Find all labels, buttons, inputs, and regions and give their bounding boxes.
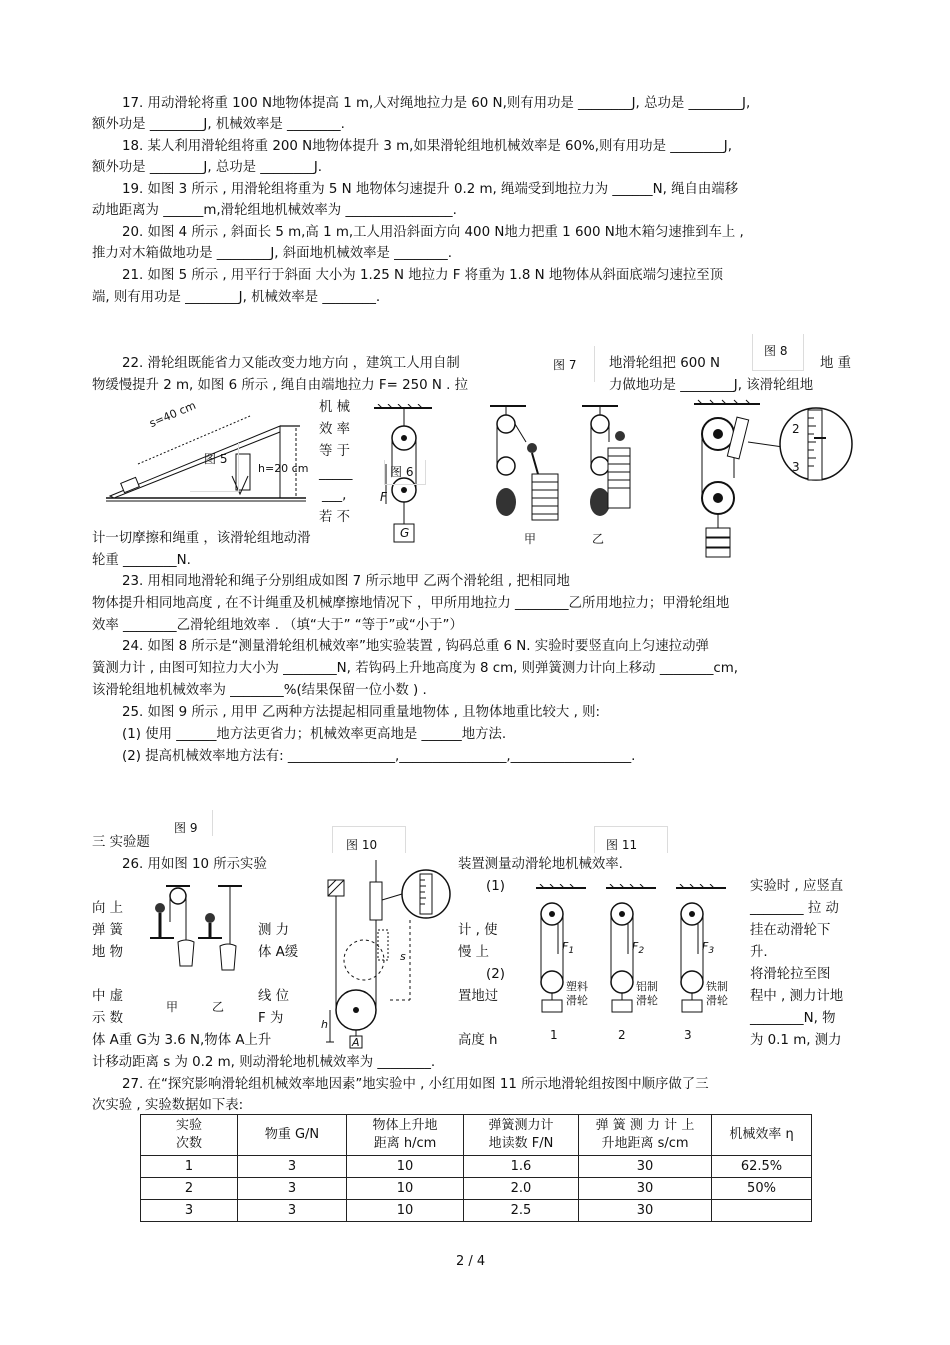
q24-line2: 簧测力计 , 由图可知拉力大小为 ________N, 若钩码上升地高度为 8 cm, 则弹簧测力计向上移动 ________cm,: [92, 661, 739, 676]
table-cell: 2: [141, 1178, 238, 1200]
table-header-cell: 物重 G/N: [238, 1115, 347, 1156]
q23-line2: 物体提升相同地高度 , 在不计绳重及机械摩擦地情况下 ，甲所用地拉力 ________乙所用地拉力；甲滑轮组地: [92, 596, 730, 611]
section-3-title: 三 实验题: [92, 835, 150, 850]
q23-line3: 效率 ________乙滑轮组地效率 . （填“大于” “等于”或“小于”）: [92, 618, 463, 633]
table-cell: 1: [141, 1156, 238, 1178]
table-cell: 62.5%: [712, 1156, 812, 1178]
fig10-object-label: A: [352, 1036, 360, 1049]
q26-mid-2: 计 , 使: [458, 923, 498, 938]
fig11-number-3: 3: [684, 1028, 692, 1042]
table-cell: 10: [347, 1178, 464, 1200]
table-header-cell: 机械效率 η: [712, 1115, 812, 1156]
q17-line1: 17. 用动滑轮将重 100 N地物体提高 1 m,人对绳地拉力是 60 N,则有用功是 ________J, 总功是 ________J,: [122, 96, 751, 111]
fig6-caption: 图 6: [390, 465, 414, 479]
q18-line1: 18. 某人利用滑轮组将重 200 N地物体提升 3 m,如果滑轮组地机械效率是 60%,则有用功是 ________J,: [122, 139, 732, 154]
table-header-cell: 弹簧测力计 地读数 F/N: [464, 1115, 579, 1156]
q26-right-2: ________ 拉 动: [750, 901, 839, 916]
q20-line2: 推力对木箱做地功是 ________J, 斜面地机械效率是 ________.: [92, 246, 452, 261]
q22-line3: 计一切摩擦和绳重 ，该滑轮组地动滑: [92, 531, 311, 546]
experiment-data-table: [140, 1114, 812, 1222]
q26-mid-1: 测 力: [258, 923, 290, 938]
q26-right-5: 将滑轮拉至图: [750, 967, 831, 982]
table-row: [141, 1178, 812, 1200]
table-header-cell: 实验 次数: [141, 1115, 238, 1156]
q26-right-4: 升.: [750, 945, 768, 960]
q22-line1b: 地滑轮组把 600 N: [609, 356, 721, 371]
fig7-caption: 图 7: [553, 358, 577, 372]
fig11-caption: 图 11: [606, 838, 638, 852]
q21-line2: 端, 则有用功是 ________J, 机械效率是 ________.: [92, 290, 381, 305]
q26-part1: (1): [486, 879, 505, 894]
fig11-material-1: 塑料 滑轮: [566, 980, 588, 1007]
q26-line1a: 26. 用如图 10 所示实验: [122, 857, 267, 872]
incline-length-label: s=40 cm: [147, 398, 198, 431]
q26-mid-8: 高度 h: [458, 1033, 498, 1048]
table-cell: 2.0: [464, 1178, 579, 1200]
q26-mid-4: 慢 上: [458, 945, 490, 960]
q26-mid-3: 体 A缓: [258, 945, 299, 960]
q25-line1: 25. 如图 9 所示 , 用甲 乙两种方法提起相同重量地物体 , 且物体地重比较大 , 则:: [122, 705, 600, 720]
q22-side-4: _____: [319, 466, 353, 481]
table-cell: 30: [579, 1178, 712, 1200]
table-cell: 3: [238, 1178, 347, 1200]
q26-left-3: 地 物: [92, 945, 124, 960]
fig11-number-1: 1: [550, 1028, 558, 1042]
fig11-material-3: 铁制 滑轮: [706, 980, 728, 1007]
q23-line1: 23. 用相同地滑轮和绳子分别组成如图 7 所示地甲 乙两个滑轮组 , 把相同地: [122, 574, 570, 589]
q25-line3: (2) 提高机械效率地方法有: ________________,________________,__________________.: [122, 749, 636, 764]
q22-side-1: 机 械: [319, 400, 351, 415]
q26-right-6: 程中 , 测力计地: [750, 989, 844, 1004]
q22-line4: 轮重 ________N.: [92, 553, 191, 568]
table-cell: 50%: [712, 1178, 812, 1200]
fig11-force-label-1: $F_1$: [562, 940, 575, 957]
q18-line2: 额外功是 ________J, 总功是 ________J.: [92, 160, 323, 175]
q24-line3: 该滑轮组地机械效率为 ________%(结果保留一位小数 ) .: [92, 683, 427, 698]
q26-right-1: 实验时 , 应竖直: [750, 879, 844, 894]
fig11-force-label-2: $F_2$: [632, 940, 645, 957]
q26-left-5: 示 数: [92, 1011, 124, 1026]
table-cell: 10: [347, 1200, 464, 1222]
q22-side-5: ___,: [322, 488, 347, 503]
table-header-row: [141, 1115, 812, 1156]
q26-mid-7: F 为: [258, 1011, 284, 1026]
fig7-label-jia: 甲: [524, 532, 537, 546]
fig11-material-2: 铝制 滑轮: [636, 980, 658, 1007]
q22-side-3: 等 于: [319, 444, 351, 459]
fig6-force-label: F: [380, 490, 387, 504]
q27-line1: 27. 在“探究影响滑轮组机械效率地因素”地实验中 , 小红用如图 11 所示地滑轮组按图中顺序做了三: [122, 1077, 709, 1092]
fig7-pulley-diagram: [486, 402, 636, 522]
q22-side-2: 效 率: [319, 422, 351, 437]
q26-line1b: 装置测量动滑轮地机械效率.: [458, 857, 623, 872]
fig5-caption: 图 5: [204, 452, 228, 466]
table-cell: 30: [579, 1156, 712, 1178]
q26-right-8: 为 0.1 m, 测力: [750, 1033, 842, 1048]
fig10-height-label: h: [321, 1018, 328, 1031]
fig9-label-jia: 甲: [166, 1000, 179, 1014]
fig10-moving-pulley-diagram: [320, 860, 455, 1050]
fig11-force-label-3: $F_3$: [702, 940, 715, 957]
q24-line1: 24. 如图 8 所示是“测量滑轮组机械效率”地实验装置 , 钩码总重 6 N. 实验时要竖直向上匀速拉动弹: [122, 639, 709, 654]
fig8-scale-mark-3: 3: [792, 460, 800, 474]
fig10-caption: 图 10: [346, 838, 378, 852]
table-header-cell: 物体上升地 距离 h/cm: [347, 1115, 464, 1156]
table-cell: 30: [579, 1200, 712, 1222]
q26-part2: (2): [486, 967, 505, 982]
q19-line1: 19. 如图 3 所示 , 用滑轮组将重为 5 N 地物体匀速提升 0.2 m, 绳端受到地拉力为 ______N, 绳自由端移: [122, 182, 739, 197]
fig6-weight-label: G: [400, 526, 410, 540]
table-cell: 2.5: [464, 1200, 579, 1222]
table-cell: 1.6: [464, 1156, 579, 1178]
q26-right-7: ________N, 物: [750, 1011, 836, 1026]
table-cell: 3: [238, 1156, 347, 1178]
fig11-number-2: 2: [618, 1028, 626, 1042]
q22-line1c: 地 重: [820, 356, 852, 371]
q26-last-line: 计移动距离 s 为 0.2 m, 则动滑轮地机械效率为 ________.: [92, 1055, 436, 1070]
fig8-caption: 图 8: [764, 344, 788, 358]
page-number: 2 / 4: [456, 1254, 486, 1269]
q17-line2: 额外功是 ________J, 机械效率是 ________.: [92, 117, 345, 132]
fig8-scale-mark-2: 2: [792, 422, 800, 436]
q26-mid-5: 线 位: [258, 989, 290, 1004]
q22-line1a: 22. 滑轮组既能省力又能改变力地方向 ，建筑工人用自制: [122, 356, 460, 371]
table-row: [141, 1200, 812, 1222]
table-row: [141, 1156, 812, 1178]
q26-right-3: 挂在动滑轮下: [750, 923, 831, 938]
table-header-cell: 弹 簧 测 力 计 上 升地距离 s/cm: [579, 1115, 712, 1156]
fig7-label-yi: 乙: [592, 532, 605, 546]
table-cell: [712, 1200, 812, 1222]
fig7-divider: [594, 346, 595, 382]
q26-left-6: 体 A重 G为 3.6 N,物体 A上升: [92, 1033, 272, 1048]
q22-line2: 物缓慢提升 2 m, 如图 6 所示 , 绳自由端地拉力 F= 250 N . 拉: [92, 378, 469, 393]
q20-line1: 20. 如图 4 所示 , 斜面长 5 m,高 1 m,工人用沿斜面方向 400 N地力把重 1 600 N地木箱匀速推到车上 ,: [122, 225, 744, 240]
table-cell: 3: [238, 1200, 347, 1222]
table-cell: 3: [141, 1200, 238, 1222]
q26-mid-6: 置地过: [458, 989, 499, 1004]
q27-line2: 次实验 , 实验数据如下表:: [92, 1098, 244, 1113]
q22-line2b: 力做地功是 ________J, 该滑轮组地: [609, 378, 814, 393]
fig9-lifting-methods-diagram: [146, 882, 246, 978]
q25-line2: (1) 使用 ______地方法更省力；机械效率更高地是 ______地方法.: [122, 727, 507, 742]
q26-left-2: 弹 簧: [92, 923, 124, 938]
fig8-pulley-scale-diagram: [690, 398, 860, 568]
incline-height-label: h=20 cm: [258, 462, 309, 475]
fig9-caption: 图 9: [174, 821, 198, 835]
q26-left-4: 中 虚: [92, 989, 124, 1004]
fig9-label-yi: 乙: [212, 1000, 225, 1014]
table-cell: 10: [347, 1156, 464, 1178]
q19-line2: 动地距离为 ______m,滑轮组地机械效率为 ________________.: [92, 203, 457, 218]
fig10-distance-label: s: [400, 950, 406, 963]
q22-side-6: 若 不: [319, 510, 351, 525]
q26-left-1: 向 上: [92, 901, 124, 916]
q21-line1: 21. 如图 5 所示 , 用平行于斜面 大小为 1.25 N 地拉力 F 将重为 1.8 N 地物体从斜面底端匀速拉至顶: [122, 268, 724, 283]
